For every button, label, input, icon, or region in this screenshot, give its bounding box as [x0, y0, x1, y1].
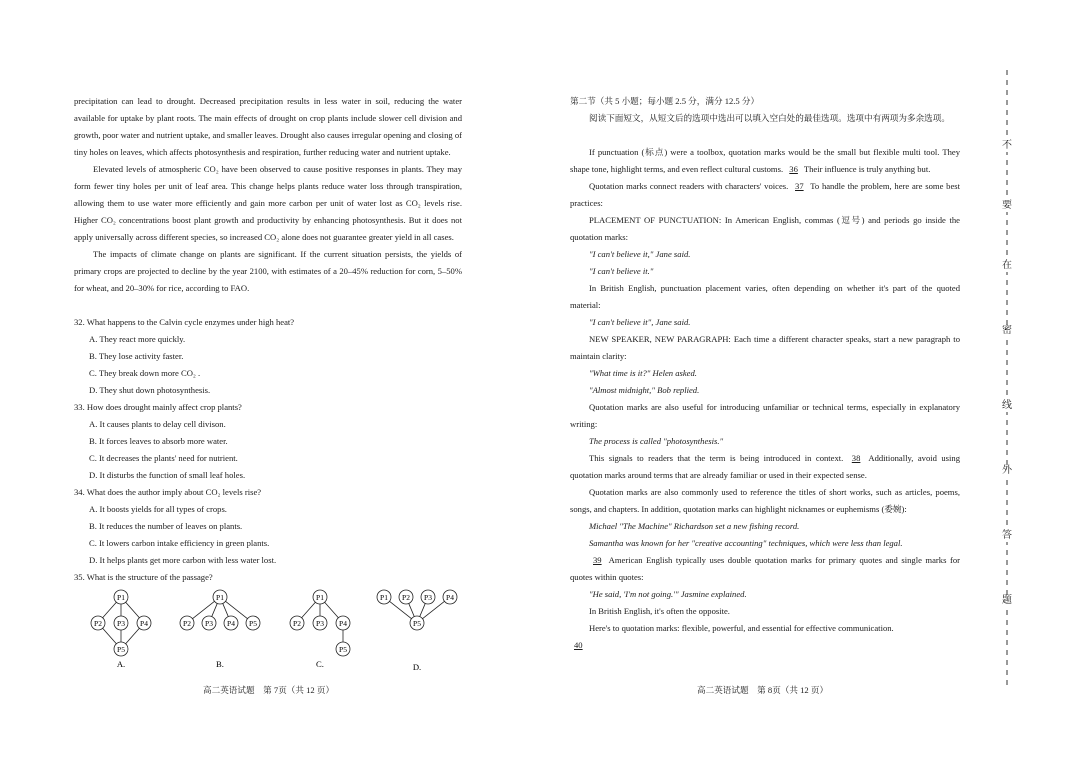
- option-a[interactable]: A. They react more quickly.: [89, 334, 186, 344]
- question-35: [74, 569, 462, 586]
- page-footer-left: 高二英语试题 第 7页（共 12 页）: [203, 685, 335, 695]
- example-sentence: The process is called "photosynthesis.": [589, 436, 724, 446]
- blank-36[interactable]: 36: [789, 164, 798, 174]
- left-page-column: [74, 93, 462, 586]
- option-d[interactable]: D. They shut down photosynthesis.: [89, 385, 211, 395]
- binding-char: 外: [1002, 465, 1012, 476]
- option-c[interactable]: C. They break down more CO₂ .: [89, 368, 201, 378]
- diagram-node-label: P3: [205, 619, 213, 628]
- passage-paragraph: 39 American English typically uses double quotation marks for primary quotes and single marks for quotes within quotes:: [570, 555, 960, 582]
- diagram-node-label: P1: [316, 593, 324, 602]
- diagram-edge: [103, 602, 117, 618]
- diagram-node-label: P2: [183, 619, 191, 628]
- example-sentence: Samantha was known for her "creative accounting" techniques, which were less than legal.: [589, 538, 903, 548]
- passage-paragraph: NEW SPEAKER, NEW PARAGRAPH: Each time a different character speaks, start a new paragraph to maintain clarity:: [570, 334, 960, 361]
- option-a[interactable]: A. It causes plants to delay cell divison.: [89, 419, 226, 429]
- binding-char: 线: [1002, 400, 1012, 411]
- binding-char: 题: [1002, 595, 1012, 606]
- diagram-node-label: P1: [380, 593, 388, 602]
- diagram-node-label: P3: [316, 619, 324, 628]
- blank-38[interactable]: 38: [851, 453, 861, 463]
- blank-37[interactable]: 37: [795, 181, 804, 191]
- diagram-node-label: P4: [446, 593, 454, 602]
- option-d[interactable]: D. It disturbs the function of small leaf holes.: [89, 470, 246, 480]
- question-33: [74, 399, 462, 484]
- question-stem: 32. What happens to the Calvin cycle enzymes under high heat?: [74, 317, 295, 327]
- diagram-node-label: P3: [117, 619, 125, 628]
- section-instructions: 阅读下面短文，从短文后的选项中选出可以填入空白处的最佳选项。选项中有两项为多余选项。: [589, 113, 950, 123]
- right-page-column: [570, 93, 960, 654]
- diagram-node-label: P5: [413, 619, 421, 628]
- diagram-edge: [325, 602, 339, 618]
- option-d[interactable]: D. It helps plants get more carbon with less water lost.: [89, 555, 277, 565]
- passage-paragraph: [570, 637, 960, 654]
- passage-paragraph: precipitation can lead to drought. Decreased precipitation results in less water in soil, reducing the water available for uptake by plant roots. The main effects of drought on crop plants include slower cell division and growth, poor water and nutrient uptake, and smaller leaves. Drought also causes irregular opening and closing of tiny holes on leaves, which affects photosynthesis and respiration, further reducing water and nutrient uptake.: [74, 96, 462, 157]
- binding-char: 不: [1002, 140, 1012, 151]
- binding-char: 要: [1002, 200, 1012, 211]
- passage-paragraph: Quotation marks are also commonly used to reference the titles of short works, such as articles, poems, songs, and chapters. In addition, quotation marks can highlight nicknames or euphemisms (委婉):: [570, 487, 960, 514]
- option-b[interactable]: B. They lose activity faster.: [89, 351, 184, 361]
- example-sentence: Michael "The Machine" Richardson set a new fishing record.: [589, 521, 800, 531]
- option-a[interactable]: A. It boosts yields for all types of crops.: [89, 504, 227, 514]
- question-34: [74, 484, 462, 569]
- page-footer-right: 高二英语试题 第 8页（共 12 页）: [697, 685, 829, 695]
- passage-paragraph: Elevated levels of atmospheric CO₂ have been observed to cause positive responses in plants. They may form fewer tiny holes per unit of leaf area. This change helps plants reduce water loss through transpiration, allowing them to use water more efficiently and gain more carbon per unit of water lost as CO₂ levels rise. Higher CO₂ concentrations boost plant growth and productivity by enhancing photosynthesis. But it does not apply universally across different species, so increased CO₂ alone does not guarantee greater yield in all cases.: [74, 164, 462, 242]
- binding-char: 答: [1002, 530, 1012, 541]
- passage-paragraph: This signals to readers that the term is being introduced in context. 38 Additionally, avoid using quotation marks around terms that are already familiar or used in their expected sense.: [570, 453, 960, 480]
- example-sentence: "I can't believe it.": [589, 266, 654, 276]
- diagram-option-label[interactable]: A.: [116, 659, 126, 669]
- diagram-node-label: P5: [339, 645, 347, 654]
- diagram-node-label: P5: [117, 645, 125, 654]
- binding-char: 在: [1002, 260, 1012, 271]
- diagram-edge: [126, 628, 140, 644]
- diagram-node-label: P2: [402, 593, 410, 602]
- example-sentence: "I can't believe it," Jane said.: [589, 249, 691, 259]
- passage-paragraph: In British English, it's often the opposite.: [589, 606, 730, 616]
- diagram-node-label: P1: [117, 593, 125, 602]
- passage-paragraph: If punctuation (标点) were a toolbox, quotation marks would be the small but flexible multi tool. They shape tone, highlight terms, and even reflect cultural customs. 36 Their influence is truly anything but.: [570, 147, 960, 174]
- passage-paragraph: Quotation marks are also useful for introducing unfamiliar or technical terms, especially in explanatory writing:: [570, 402, 960, 429]
- question-stem: 35. What is the structure of the passage?: [74, 572, 213, 582]
- diagram-option-label[interactable]: D.: [412, 662, 422, 672]
- option-b[interactable]: B. It forces leaves to absorb more water.: [89, 436, 228, 446]
- diagram-option-label[interactable]: C.: [316, 659, 324, 669]
- example-sentence: "I can't believe it", Jane said.: [589, 317, 691, 327]
- passage-paragraph: Quotation marks connect readers with characters' voices. 37 To handle the problem, here are some best practices:: [570, 181, 960, 208]
- option-c[interactable]: C. It decreases the plants' need for nutrient.: [89, 453, 238, 463]
- diagram-edge: [212, 603, 218, 616]
- passage-paragraph: PLACEMENT OF PUNCTUATION: In American English, commas (逗号) and periods go inside the quotation marks:: [570, 215, 960, 242]
- diagram-edge: [420, 603, 426, 616]
- diagram-node-label: P3: [424, 593, 432, 602]
- diagram-edge: [126, 602, 140, 618]
- example-sentence: "He said, 'I'm not going.'" Jasmine explained.: [589, 589, 747, 599]
- diagram-node-label: P2: [293, 619, 301, 628]
- diagram-edge: [103, 628, 117, 644]
- question-stem: 33. How does drought mainly affect crop plants?: [74, 402, 242, 412]
- diagram-node-label: P5: [249, 619, 257, 628]
- binding-char: 密: [1002, 325, 1012, 336]
- diagram-edge: [223, 603, 229, 616]
- diagram-node-label: P4: [227, 619, 235, 628]
- diagram-node-label: P4: [140, 619, 148, 628]
- passage-paragraph: Here's to quotation marks: flexible, powerful, and essential for effective communication.: [589, 623, 894, 633]
- structure-diagrams: [90, 588, 470, 673]
- passage-paragraph: The impacts of climate change on plants are significant. If the current situation persists, the yields of primary crops are projected to decline by the year 2100, with estimates of a 20–45% reduction for corn, 5–50% for wheat, and 20–30% for rice, according to FAO.: [74, 249, 462, 293]
- option-c[interactable]: C. It lowers carbon intake efficiency in green plants.: [89, 538, 270, 548]
- example-sentence: "Almost midnight," Bob replied.: [589, 385, 700, 395]
- diagram-node-label: P2: [94, 619, 102, 628]
- example-sentence: "What time is it?" Helen asked.: [589, 368, 697, 378]
- diagram-edge: [302, 602, 316, 618]
- blank-40[interactable]: 40: [574, 640, 583, 650]
- diagram-node-label: P1: [216, 593, 224, 602]
- structure-diagrams-svg: [90, 588, 470, 673]
- diagram-option-label[interactable]: B.: [216, 659, 224, 669]
- passage-paragraph: In British English, punctuation placement varies, often depending on whether it's part of the quoted material:: [570, 283, 960, 310]
- blank-39[interactable]: 39: [593, 555, 602, 565]
- section-title: 第二节（共 5 小题；每小题 2.5 分，满分 12.5 分）: [570, 96, 760, 106]
- question-stem: 34. What does the author imply about CO₂ levels rise?: [74, 487, 262, 497]
- option-b[interactable]: B. It reduces the number of leaves on plants.: [89, 521, 243, 531]
- binding-margin: [1000, 70, 1014, 690]
- diagram-edge: [409, 603, 415, 616]
- diagram-node-label: P4: [339, 619, 347, 628]
- question-32: [74, 314, 462, 399]
